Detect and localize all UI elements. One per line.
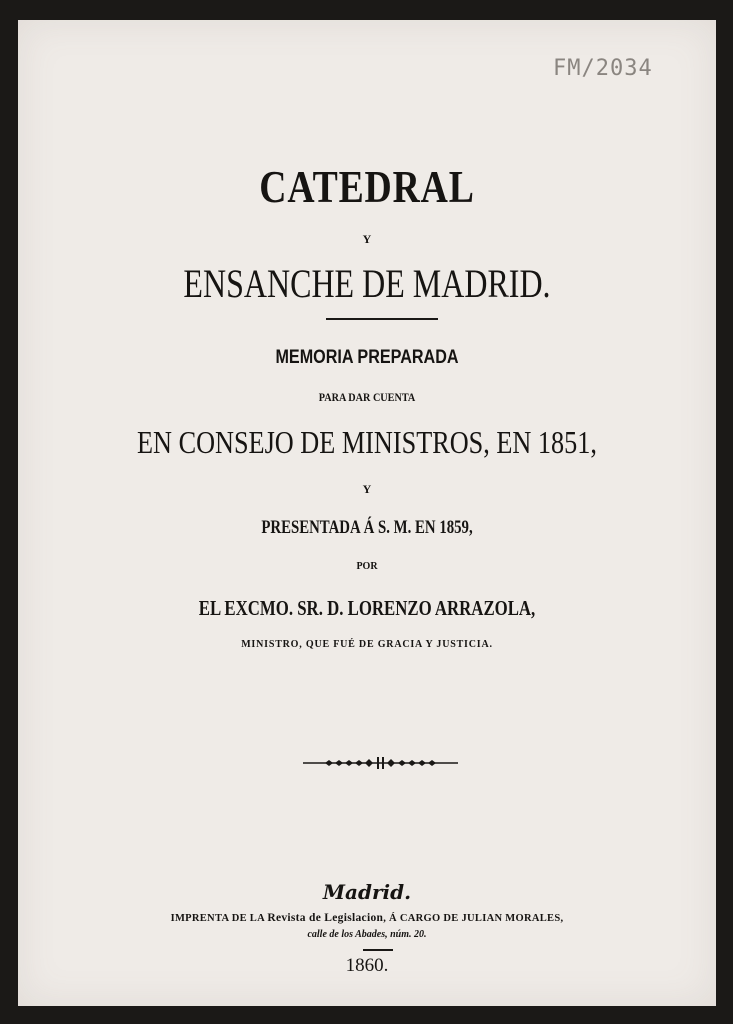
document-page: [18, 20, 716, 1006]
catalog-stamp: FM/2034: [553, 56, 653, 81]
author-line: EL EXCMO. SR. D. LORENZO ARRAZOLA,: [198, 596, 536, 620]
printer-suffix: , Á CARGO DE JULIAN MORALES,: [383, 913, 564, 924]
por-line: POR: [356, 561, 378, 572]
subtitle: ENSANCHE DE MADRID.: [183, 261, 551, 306]
author-role: MINISTRO, QUE FUÉ DE GRACIA Y JUSTICIA.: [241, 639, 493, 650]
printer-journal: Revista de Legislacion: [267, 912, 384, 924]
title-conjunction: Y: [362, 232, 372, 246]
main-title: CATEDRAL: [259, 161, 475, 212]
para-dar-cuenta: PARA DAR CUENTA: [318, 390, 416, 404]
body-conjunction: Y: [362, 482, 372, 496]
consejo-line: EN CONSEJO DE MINISTROS, EN 1851,: [137, 424, 597, 460]
imprint-address: calle de los Abades, núm. 20.: [307, 929, 427, 940]
printer-prefix: IMPRENTA DE LA: [170, 913, 268, 924]
imprint-city: Madrid.: [322, 880, 412, 904]
ornament-divider: [303, 755, 458, 771]
presentada-line: PRESENTADA Á S. M. EN 1859,: [261, 517, 473, 538]
imprint-printer: [18, 912, 716, 924]
year-divider: [363, 949, 393, 951]
title-divider: [326, 318, 438, 320]
memoria-heading: MEMORIA PREPARADA: [275, 347, 459, 368]
imprint-year: 1860.: [345, 955, 389, 976]
